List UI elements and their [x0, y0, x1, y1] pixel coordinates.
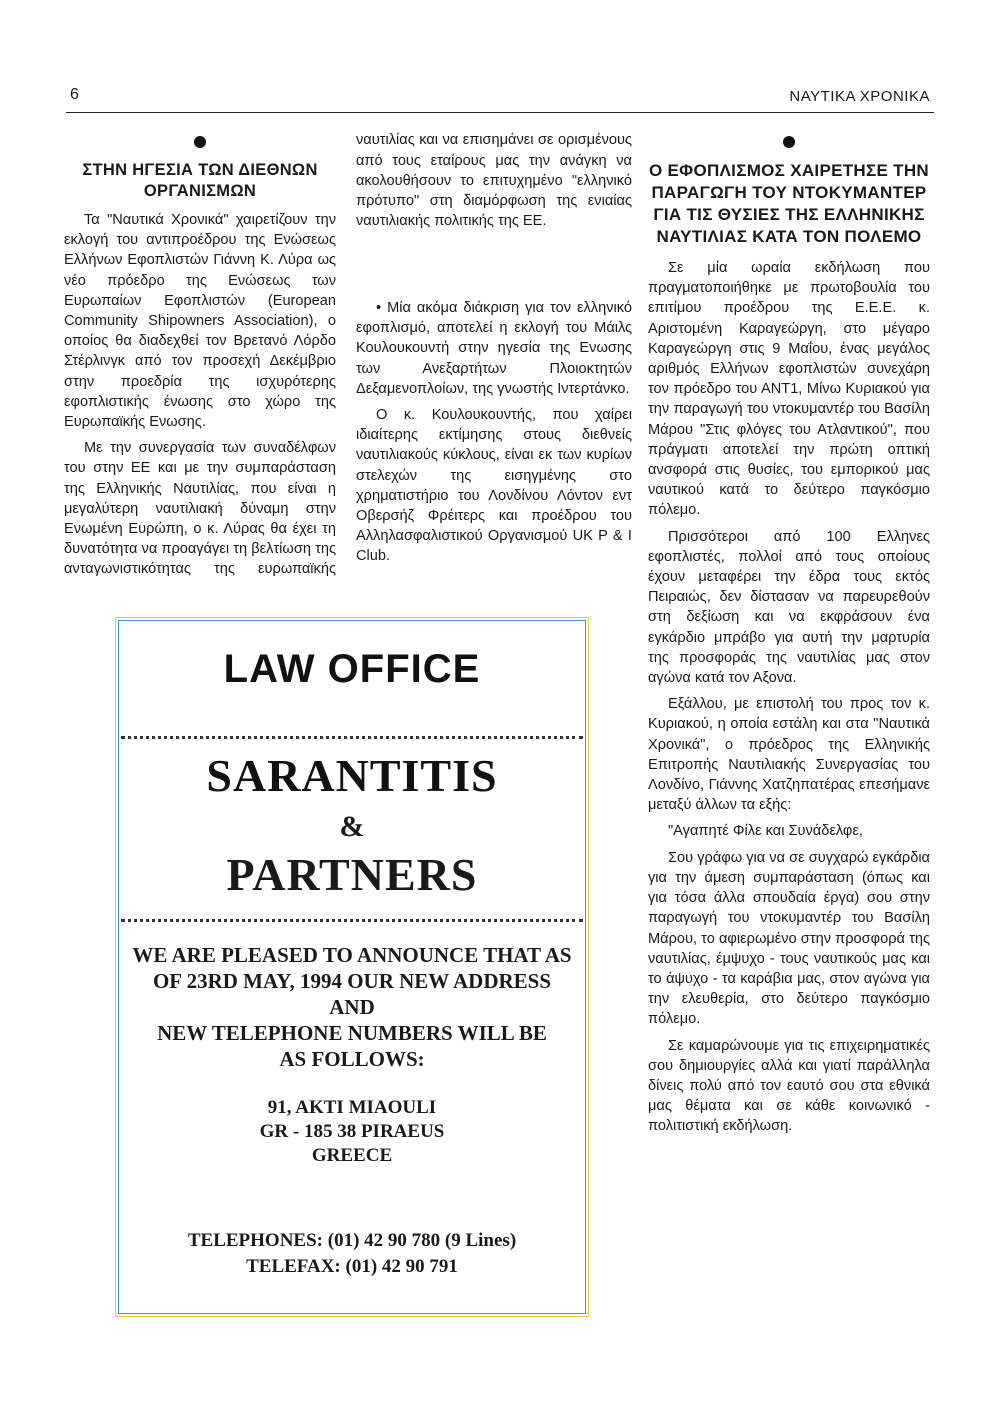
address-line: GR - 185 38 PIRAEUS — [259, 1121, 445, 1142]
advert-address — [119, 1096, 585, 1168]
article2-bullet-icon — [783, 136, 795, 148]
telefax-line: TELEFAX: (01) 42 90 791 — [246, 1256, 458, 1277]
article1-bullet-icon — [194, 136, 206, 148]
advert-firm-name-2: PARTNERS — [226, 849, 478, 900]
advert-announcement — [119, 942, 585, 1072]
page-number: 6 — [70, 86, 79, 103]
article2-paragraph: Πρισσότεροι από 100 Ελληνες εφοπλιστές, πολλοί από τους οποίους έχουν μεταφέρει την έδρα τους εκτός Πειραιώς, δεν δίστασαν να παρευρεθούν στη δεξίωση και να εκφράσουν ένα εγκάρδιο μπράβο για αυτή την μαρτυρία της προσφοράς της ναυτιλίας μας στον αγώνα κατά τον Αξονα. — [648, 528, 930, 687]
advert-ampersand: & — [339, 810, 365, 843]
announcement-line: WE ARE PLEASED TO ANNOUNCE THAT AS — [132, 943, 572, 967]
article1-column-1 — [64, 126, 336, 579]
article2-paragraph: Σε καμαρώνουμε για τις επιχειρηματικές σου δημιουργίες αλλά και γιατί παράλληλα δίνεις πολύ από τον εαυτό σου στα εθνικά μας θέματα και σε κάθε κοινωνικό - πολιτιστική εκδήλωση. — [648, 1037, 930, 1135]
article1-paragraph: Με την συνεργασία των συναδέλφων του στην ΕΕ και με την συμπαράσταση της Ελληνικής Ναυτιλίας, που είναι η μεγαλύτερη ναυτιλιακή δύναμη στην Ενωμένη Ευρώπη, ο κ. Λύρας θα έχει τη δυνατότητα να προαγάγει τη βελτίωση της ανταγωνιστικότητας της ευρωπαϊκής — [64, 440, 336, 578]
article2-column — [648, 126, 930, 1143]
law-office-advert — [118, 620, 586, 1314]
article1-paragraph: Ο κ. Κουλουκουντής, που χαίρει ιδιαίτερης εκτίμησης στους διεθνείς ναυτιλιακούς κύκλους, είναι εκ των κυρίων στελεχών της εισηγμένης στο χρηματιστήριο του Λονδίνου Λόντον εντ Οβερσήζ Φρέιτερς και προέδρου του Αλληλασφαλιστικού Οργανισμού UK P & I Club. — [356, 407, 632, 565]
address-line: GREECE — [311, 1145, 393, 1166]
advert-firm-name: SARANTITIS — [206, 750, 498, 801]
article1-paragraph-continued — [356, 130, 632, 292]
article2-title: Ο ΕΦΟΠΛΙΣΜΟΣ ΧΑΙΡΕΤΗΣΕ ΤΗΝ ΠΑΡΑΓΩΓΗ ΤΟΥ ΝΤΟΚΥΜΑΝΤΕΡ ΓΙΑ ΤΙΣ ΘΥΣΙΕΣ ΤΗΣ ΕΛΛΗΝΙΚΗΣ ΝΑΥΤΙΛΙΑΣ ΚΑΤΑ ΤΟΝ ΠΟΛΕΜΟ — [649, 161, 929, 246]
announcement-line: NEW TELEPHONE NUMBERS WILL BE — [157, 1021, 547, 1045]
header-rule — [66, 112, 934, 113]
article1-paragraph-continued-text: ναυτιλίας και να επισημάνει σε ορισμένους από τους εταίρους μας την ανάγκη να ακολουθήσουν το επιτυχημένο "ελληνικό πρότυπο" στη διαμόρφωση της ενιαίας ναυτιλιακής πολιτικής της ΕΕ. — [356, 132, 632, 230]
article2-paragraph: Σε μία ωραία εκδήλωση που πραγματοποιήθηκε με πρωτοβουλία του επιτίμου προέδρου της Ε.Ε.Ε. κ. Αριστομένη Καραγεώργη, στο μέγαρο Καραγεώργη στις 9 Μαΐου, ένας μεγάλος αριθμός Ελλήνων εφοπλιστών συνεχάρη τον πρόεδρο του ΑΝΤ1, Μίνω Κυριακού για την παραγωγή του ντοκυμαντέρ του Βασίλη Μάρου "Στις φλόγες του Ατλαντικού", που πράγματι αποτελεί την πρώτη οπτική ανσφορά στις θυσίες, του εμπορικού μας ναυτικού κατά το δεύτερο παγκόσμιο πόλεμο. — [648, 260, 930, 519]
article1-title: ΣΤΗΝ ΗΓΕΣΙΑ ΤΩΝ ΔΙΕΘΝΩΝ ΟΡΓΑΝΙΣΜΩΝ — [82, 161, 318, 200]
dotted-divider — [121, 919, 583, 922]
article1-paragraph: • Μία ακόμα διάκριση για τον ελληνικό εφοπλισμό, αποτελεί η εκλογή του Μάιλς Κουλουκουντή στην ηγεσία της Ενωσης των Ανεξαρτήτων Πλοιοκτητών Δεξαμενοπλοίων, της γνωστής Ιντερτάνκο. — [356, 300, 632, 397]
telephones-line: TELEPHONES: (01) 42 90 780 (9 Lines) — [187, 1230, 517, 1251]
announcement-line: AND — [329, 995, 375, 1019]
advert-contacts — [119, 1228, 585, 1280]
advert-kind: LAW OFFICE — [223, 647, 481, 691]
article2-paragraph: Εξάλλου, με επιστολή του προς τον κ. Κυριακού, η οποία εστάλη και στα "Ναυτικά Χρονικά", ο πρόεδρος της Ελληνικής Επιτροπής Ναυτιλιακής Συνεργασίας του Λονδίνο, Γιάννης Χατζηπατέρας επεσήμανε μεταξύ άλλων τα εξής: — [648, 696, 930, 814]
announcement-line: AS FOLLOWS: — [279, 1047, 425, 1071]
article2-paragraph: "Αγαπητέ Φίλε και Συνάδελφε, — [668, 823, 863, 840]
dotted-divider — [121, 736, 583, 739]
announcement-line: OF 23RD MAY, 1994 OUR NEW ADDRESS — [152, 969, 552, 993]
address-line: 91, AKTI MIAOULI — [267, 1097, 437, 1118]
article2-paragraph: Σου γράφω για να σε συγχαρώ εγκάρδια για την άμεση συμπαράσταση (όπως και για τόσα άλλα σπουδαία έργα) σου στην παραγωγή του ντοκυμαντέρ του Βασίλη Μάρου, το αφιερωμένο στην προσφορά της ναυτιλίας, έμψυχο - τους ναυτικούς μας και το άψυχο - τα καράβια μας, στον αγώνα για την ελευθερία, στο δεύτερο παγκόσμιο πόλεμο. — [648, 849, 930, 1028]
article1-paragraph: Τα "Ναυτικά Χρονικά" χαιρετίζουν την εκλογή του αντιπροέδρου της Ενώσεως Ελλήνων Εφοπλιστών Γιάννη Κ. Λύρα ως νέο πρόεδρο της Ενώσεως των Ευρωπαίων Εφοπλιστών (European Community Shipowners Association), ο οποίος θα διαδεχθεί τον Βρετανό Λόρδο Στέρλινγκ από τον προσεχή Δεκέμβριο στην προεδρία της ισχυρότερης εφοπλιστικής ένωσης στο χώρο της Ευρωπαϊκής Ενωσης. — [64, 212, 336, 431]
article1-column-2 — [356, 130, 632, 573]
running-head: ΝΑΥΤΙΚΑ ΧΡΟΝΙΚΑ — [789, 88, 930, 105]
